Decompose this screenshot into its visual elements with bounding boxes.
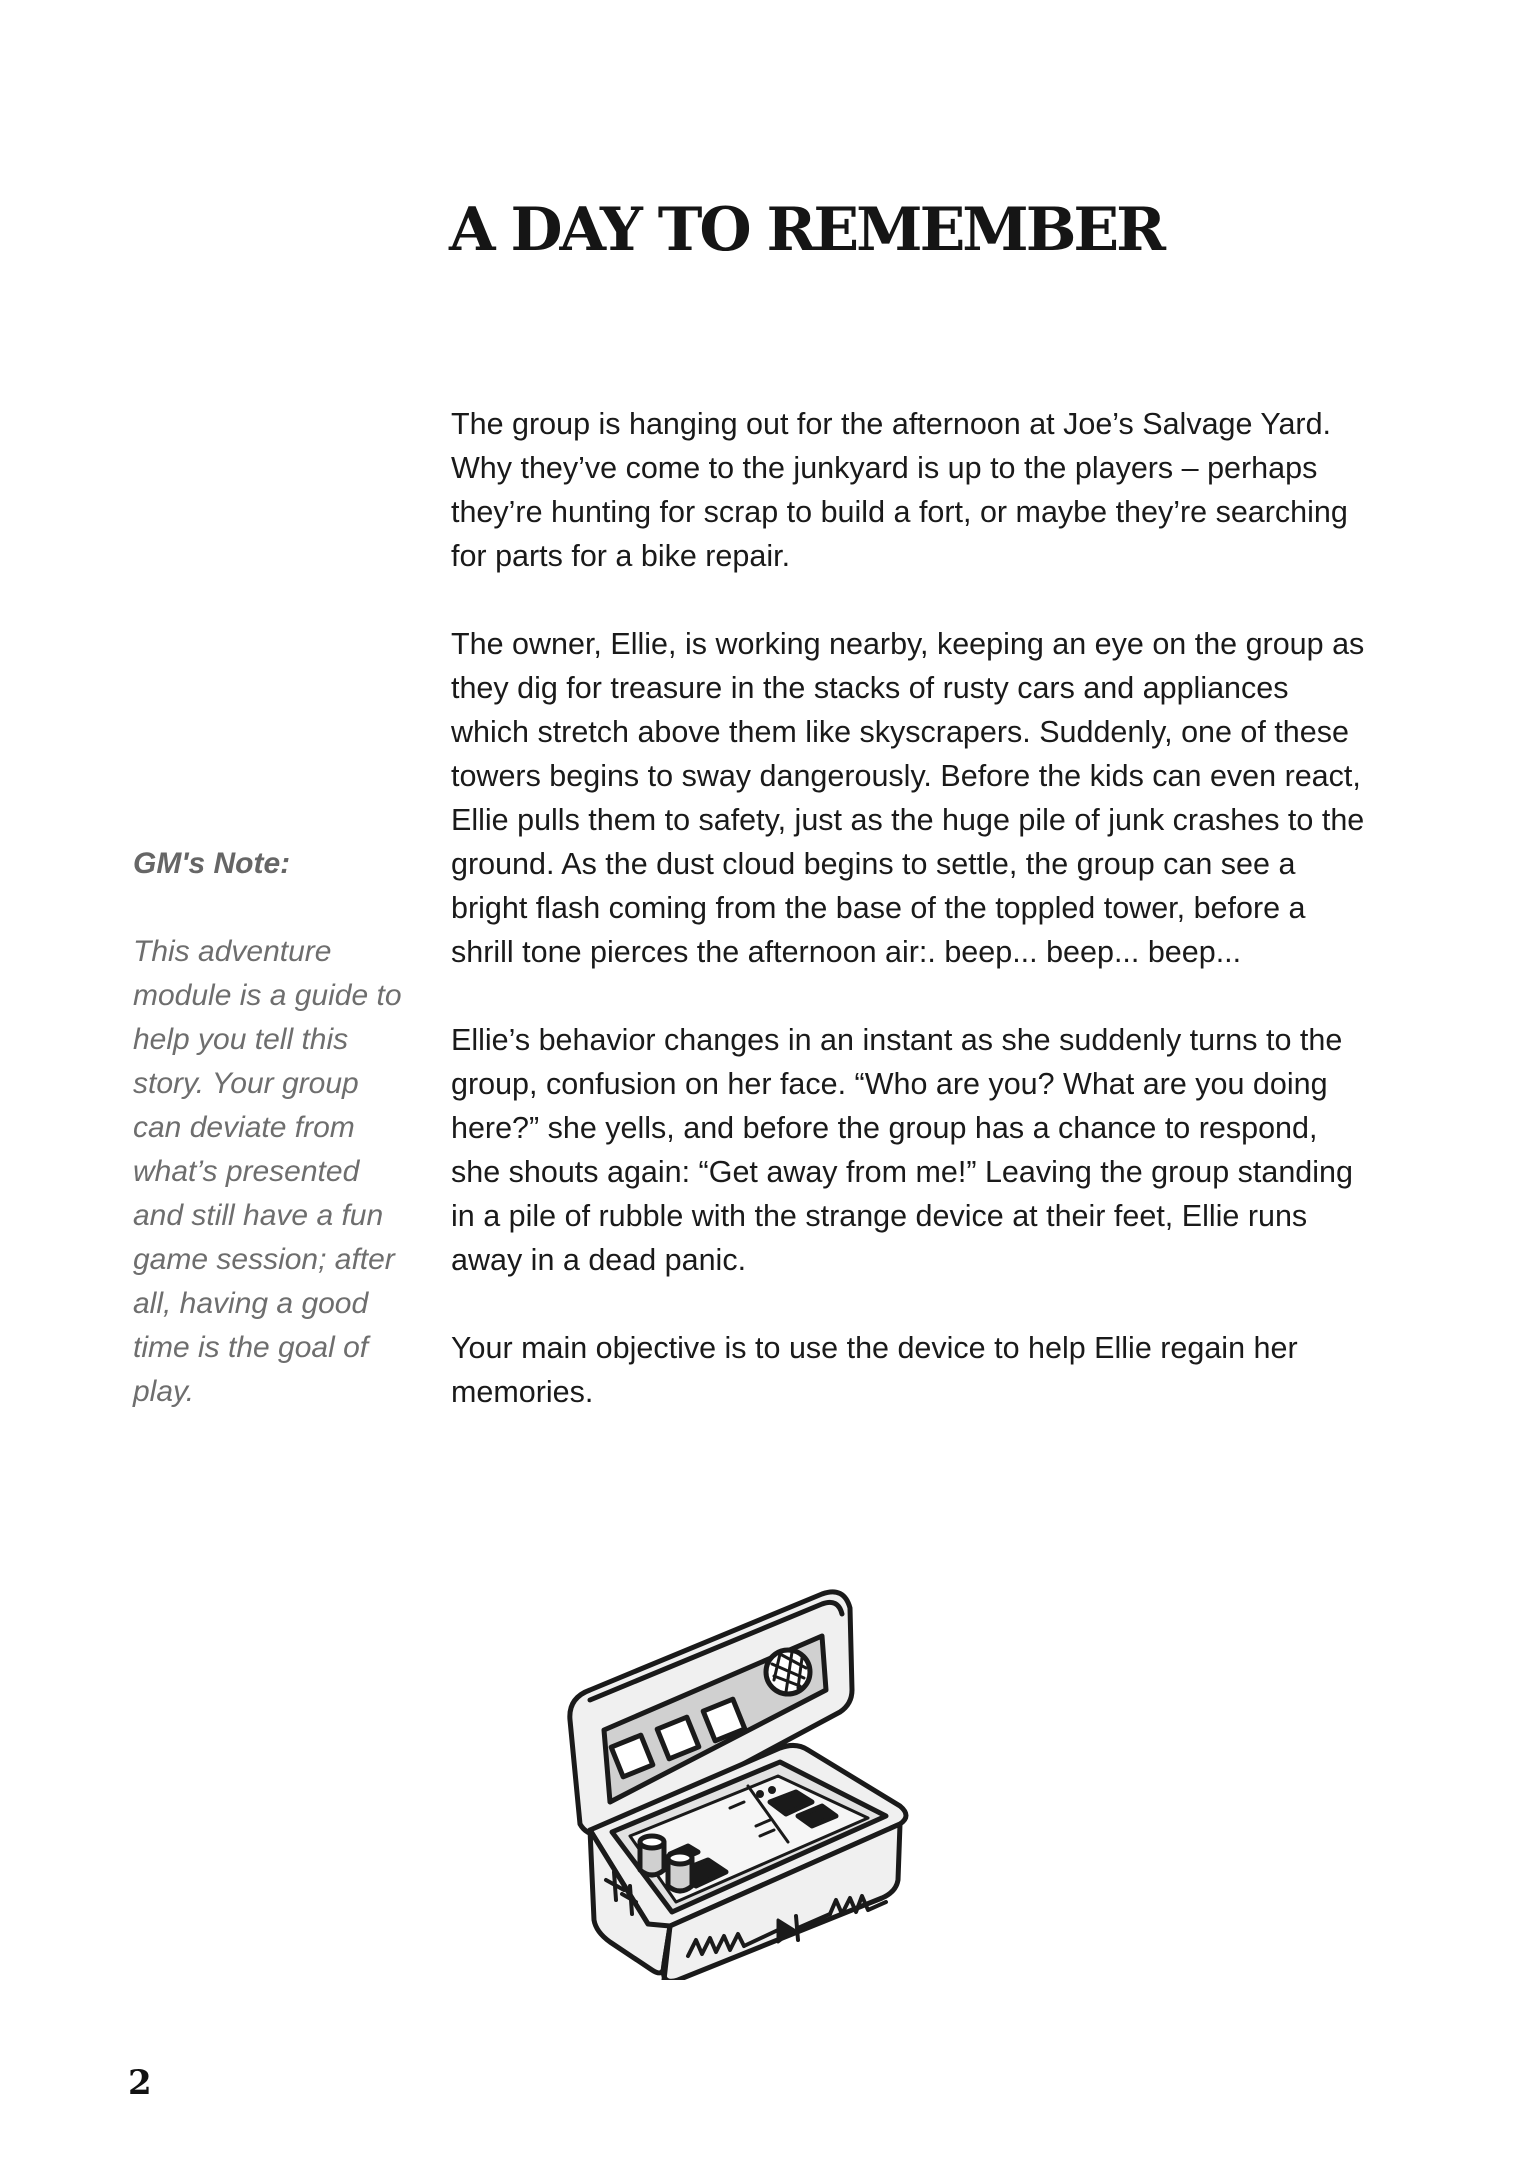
page-number: 2 [128, 2063, 152, 2103]
gm-note-sidebar [133, 842, 413, 1414]
gm-note-label: GM's Note: [133, 847, 291, 880]
gm-note-text: This adventure module is a guide to help you tell this story. Your group can deviate from what’s presented and still have a fun game session; after all, having a good time is the goal of play. [133, 935, 402, 1408]
device-box-icon [560, 1580, 930, 1980]
main-text [451, 402, 1371, 1414]
paragraph-behavior: Ellie’s behavior changes in an instant as she suddenly turns to the group, confusion on her face. “Who are you? What are you doing here?” she yells, and before the group has a chance to respond, she shouts again: “Get away from me!” Leaving the group standing in a pile of rubble with the strange device at their feet, Ellie runs away in a dead panic. [451, 1023, 1353, 1277]
paragraph-objective: Your main objective is to use the device to help Ellie regain her memories. [451, 1331, 1298, 1409]
device-illustration [560, 1580, 930, 1980]
paragraph-ellie: The owner, Ellie, is working nearby, keeping an eye on the group as they dig for treasure in the stacks of rusty cars and appliances which stretch above them like skyscrapers. Suddenly, one of these towers begins to sway dangerously. Before the kids can even react, Ellie pulls them to safety, just as the huge pile of junk crashes to the ground. As the dust cloud begins to settle, the group can see a bright flash coming from the base of the toppled tower, before a shrill tone pierces the afternoon air:. beep... beep... beep... [451, 627, 1365, 969]
page-title: A DAY TO REMEMBER [449, 195, 1164, 265]
paragraph-intro: The group is hanging out for the afternoon at Joe’s Salvage Yard. Why they’ve come to the junkyard is up to the players – perhaps they’re hunting for scrap to build a fort, or maybe they’re searching for parts for a bike repair. [451, 407, 1348, 573]
